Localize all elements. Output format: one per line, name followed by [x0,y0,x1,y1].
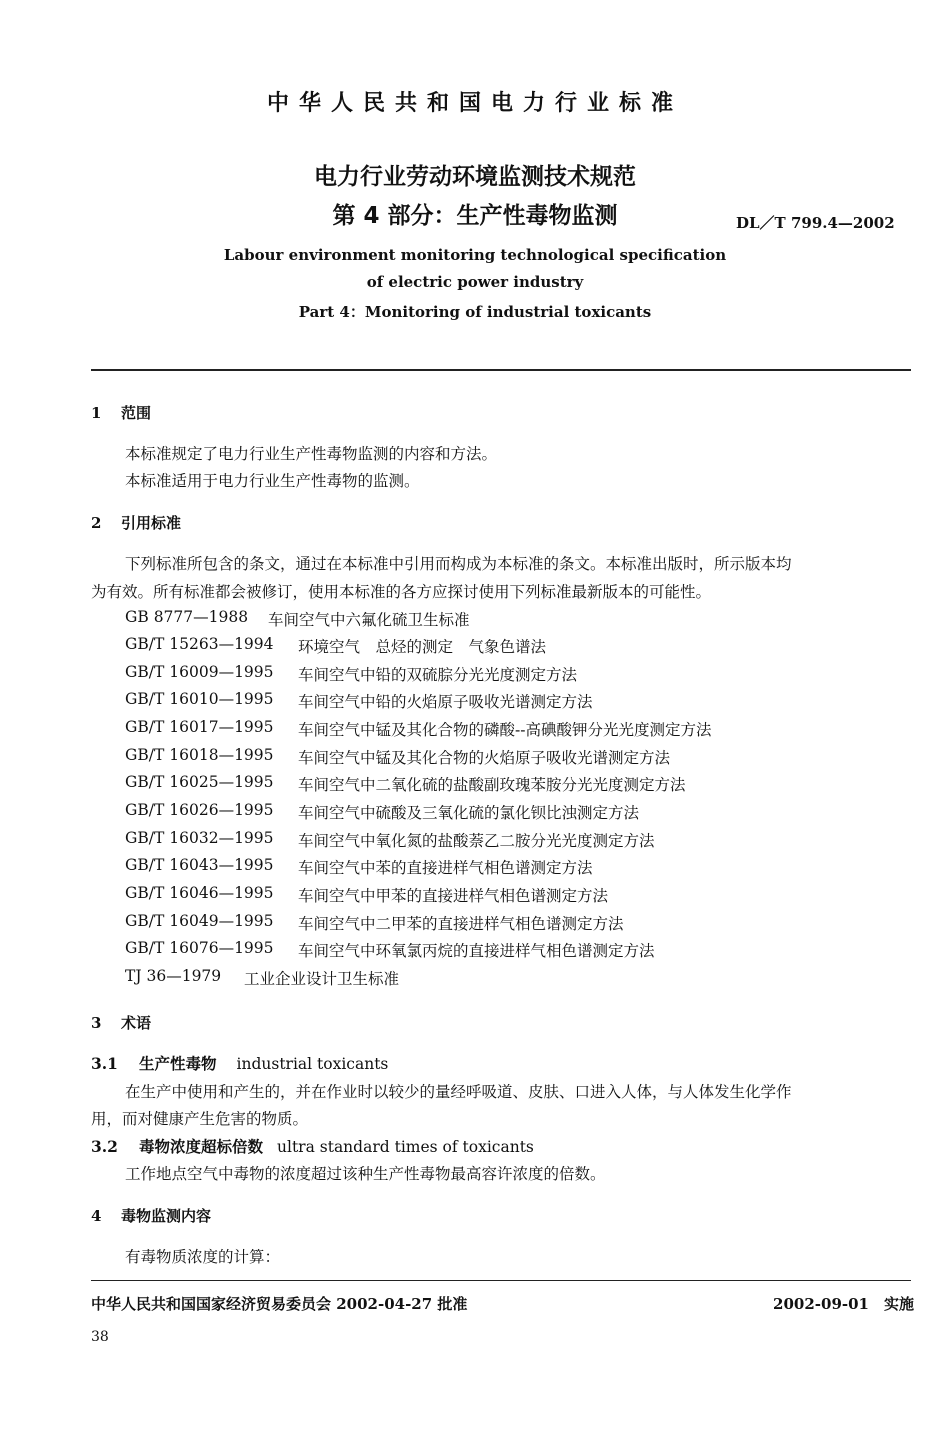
term-definition-continuation: 用，而对健康产生危害的物质。 [91,1110,309,1128]
section-number: 3 [91,1014,102,1032]
reference-item: GB/T 16009—1995 车间空气中铅的双硫腙分光光度测定方法 [125,663,578,684]
document-title-cn-line1: 电力行业劳动环境监测技术规范 [314,164,636,190]
section-1-heading [91,402,151,423]
document-title-en-line2: of electric power industry [366,273,584,291]
term-entry [91,1052,388,1074]
reference-item: GB/T 16025—1995 车间空气中二氧化硫的盐酸副玫瑰苯胺分光光度测定方法 [125,773,686,794]
issuing-body-heading: 中华人民共和国电力行业标准 [266,91,683,116]
document-title-en-line3: Part 4：Monitoring of industrial toxicants [298,303,652,321]
reference-item: GB/T 16046—1995 车间空气中甲苯的直接进样气相色谱测定方法 [125,884,609,905]
paragraph: 本标准规定了电力行业生产性毒物监测的内容和方法。 [125,445,498,463]
effective-date: 2002-09-01 实施 [773,1295,914,1313]
paragraph: 有毒物质浓度的计算： [125,1248,281,1266]
section-title: 毒物监测内容 [121,1207,212,1225]
section-number: 2 [91,514,102,532]
reference-item: GB/T 16017—1995 车间空气中锰及其化合物的磷酸--高碘酸钾分光光度测定方法 [125,718,712,739]
section-4-heading [91,1205,211,1226]
reference-item: GB/T 16026—1995 车间空气中硫酸及三氧化硫的氯化钡比浊测定方法 [125,801,640,822]
reference-item: GB/T 16032—1995 车间空气中氧化氮的盐酸萘乙二胺分光光度测定方法 [125,829,655,850]
paragraph-continuation: 为有效。所有标准都会被修订，使用本标准的各方应探讨使用下列标准最新版本的可能性。 [91,583,712,601]
reference-item: GB/T 15263—1994 环境空气 总烃的测定 气象色谱法 [125,635,547,656]
document-title-cn-line2: 第 4 部分：生产性毒物监测 [332,203,618,229]
section-title: 范围 [121,404,152,422]
section-title: 引用标准 [121,514,182,532]
term-definition: 工作地点空气中毒物的浓度超过该种生产性毒物最高容许浓度的倍数。 [125,1165,606,1183]
document-title-en-line1: Labour environment monitoring technological specification [223,246,727,264]
term-cn: 毒物浓度超标倍数 [139,1138,264,1156]
footer-divider [91,1280,911,1281]
term-definition: 在生产中使用和产生的，并在作业时以较少的量经呼吸道、皮肤、口进入人体，与人体发生化学作 [125,1083,792,1101]
page-number: 38 [91,1329,109,1345]
paragraph: 本标准适用于电力行业生产性毒物的监测。 [125,472,420,490]
section-number: 4 [91,1207,102,1225]
reference-item: TJ 36—1979 工业企业设计卫生标准 [125,967,400,988]
term-cn: 生产性毒物 [139,1055,217,1073]
reference-item: GB/T 16043—1995 车间空气中苯的直接进样气相色谱测定方法 [125,856,593,877]
reference-item: GB/T 16049—1995 车间空气中二甲苯的直接进样气相色谱测定方法 [125,912,624,933]
reference-item: GB 8777—1988 车间空气中六氟化硫卫生标准 [125,608,470,629]
header-divider [91,369,911,371]
term-en: industrial toxicants [236,1055,389,1073]
term-number: 3.1 [91,1054,118,1073]
reference-item: GB/T 16076—1995 车间空气中环氧氯丙烷的直接进样气相色谱测定方法 [125,939,655,960]
paragraph: 下列标准所包含的条文，通过在本标准中引用而构成为本标准的条文。本标准出版时，所示版本均 [125,555,792,573]
reference-item: GB/T 16018—1995 车间空气中锰及其化合物的火焰原子吸收光谱测定方法 [125,746,671,767]
approval-statement: 中华人民共和国国家经济贸易委员会 2002-04-27 批准 [91,1295,468,1313]
reference-item: GB/T 16010—1995 车间空气中铅的火焰原子吸收光谱测定方法 [125,690,593,711]
section-3-heading [91,1012,151,1033]
section-title: 术语 [121,1014,152,1032]
section-2-heading [91,512,181,533]
section-number: 1 [91,404,102,422]
term-number: 3.2 [91,1137,118,1156]
standard-code: DL／T 799.4—2002 [736,214,895,232]
term-entry [91,1135,534,1157]
term-en: ultra standard times of toxicants [277,1138,534,1156]
